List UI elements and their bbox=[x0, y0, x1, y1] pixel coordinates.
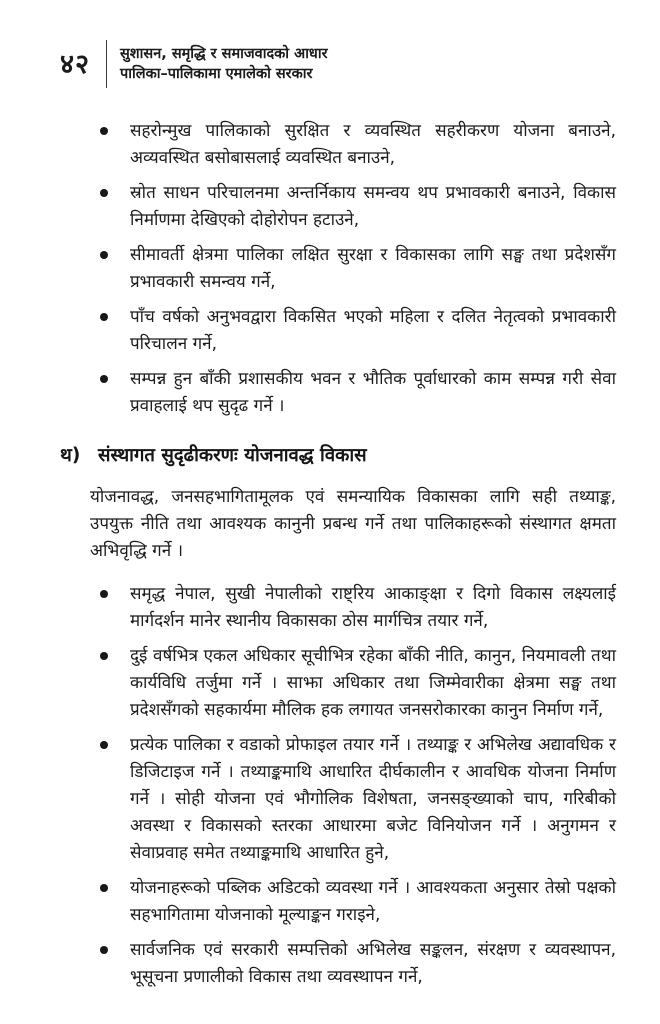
bullet-icon bbox=[100, 741, 108, 749]
list-item bbox=[60, 937, 616, 991]
section-heading bbox=[60, 442, 616, 470]
header-divider bbox=[106, 40, 107, 88]
bullet-icon bbox=[100, 251, 108, 259]
bullet-text: प्रत्येक पालिका र वडाको प्रोफाइल तयार गर्ने । तथ्याङ्क र अभिलेख अद्यावधिक र डिजिटाइज गर्ने । तथ्याङ्कमाथि आधारित दीर्घकालीन र आवधिक योजना निर्माण गर्ने । सोही योजना एवं भौगोलिक विशेषता, जनसङ्ख्याको चाप, गरिबीको अवस्था र विकासको स्तरका आधारमा बजेट विनियोजन गर्ने । अनुगमन र सेवाप्रवाह समेत तथ्याङ्कमाथि आधारित हुने, bbox=[130, 735, 616, 863]
section-intro: योजनावद्ध, जनसहभागितामूलक एवं समन्यायिक विकासका लागि सही तथ्याङ्क, उपयुक्त नीति तथा आवश्यक कानुनी प्रबन्ध गर्ने तथा पालिकाहरूको संस्थागत क्षमता अभिवृद्धि गर्ने । bbox=[90, 487, 616, 561]
list-item bbox=[60, 875, 616, 929]
list-item bbox=[60, 118, 616, 172]
bullet-icon bbox=[100, 884, 108, 892]
running-title bbox=[120, 44, 328, 84]
bullet-text: सहरोन्मुख पालिकाको सुरक्षित र व्यवस्थित सहरीकरण योजना बनाउने, अव्यवस्थित बसोबासलाई व्यवस्थित बनाउने, bbox=[130, 121, 616, 168]
list-item bbox=[60, 366, 616, 420]
bullet-text: योजनाहरूको पब्लिक अडिटको व्यवस्था गर्ने । आवश्यकता अनुसार तेस्रो पक्षको सहभागितामा योजनाको मूल्याङ्कन गराइने, bbox=[130, 878, 616, 925]
page-header bbox=[60, 40, 616, 88]
bullet-text: समृद्ध नेपाल, सुखी नेपालीको राष्ट्रिय आकाङ्क्षा र दिगो विकास लक्ष्यलाई मार्गदर्शन मानेर स्थानीय विकासका ठोस मार्गचित्र तयार गर्ने, bbox=[130, 584, 616, 631]
bullet-icon bbox=[100, 127, 108, 135]
bullet-icon bbox=[100, 946, 108, 954]
bullet-text: सार्वजनिक एवं सरकारी सम्पत्तिको अभिलेख सङ्कलन, संरक्षण र व्यवस्थापन, भूसूचना प्रणालीको विकास तथा व्यवस्थापन गर्ने, bbox=[130, 940, 616, 987]
list-item bbox=[60, 180, 616, 234]
bullet-text: सीमावर्ती क्षेत्रमा पालिका लक्षित सुरक्षा र विकासका लागि सङ्घ तथा प्रदेशसँग प्रभावकारी समन्वय गर्ने, bbox=[130, 245, 616, 292]
list-item bbox=[60, 581, 616, 635]
running-title-line1: सुशासन, समृद्धि र समाजवादको आधार bbox=[120, 46, 328, 62]
list-item bbox=[60, 643, 616, 724]
bullet-text: सम्पन्न हुन बाँकी प्रशासकीय भवन र भौतिक पूर्वाधारको काम सम्पन्न गरी सेवा प्रवाहलाई थप सुदृढ गर्ने । bbox=[130, 369, 616, 416]
section-marker: थ) bbox=[60, 445, 81, 466]
bullet-icon bbox=[100, 652, 108, 660]
running-title-line2: पालिका–पालिकामा एमालेको सरकार bbox=[120, 66, 313, 82]
page-content bbox=[60, 118, 616, 991]
bullet-text: पाँच वर्षको अनुभवद्वारा विकसित भएको महिला र दलित नेतृत्वको प्रभावकारी परिचालन गर्ने, bbox=[130, 307, 616, 354]
bullet-icon bbox=[100, 313, 108, 321]
bullet-list-top bbox=[60, 118, 616, 420]
section-title: संस्थागत सुदृढीकरणः योजनावद्ध विकास bbox=[98, 445, 367, 466]
bullet-text: दुई वर्षभित्र एकल अधिकार सूचीभित्र रहेका बाँकी नीति, कानुन, नियमावली तथा कार्यविधि तर्जुमा गर्ने । साझा अधिकार तथा जिम्मेवारीका क्षेत्रमा सङ्घ तथा प्रदेशसँगको सहकार्यमा मौलिक हक लगायत जनसरोकारका कानुन निर्माण गर्ने, bbox=[130, 646, 616, 720]
bullet-icon bbox=[100, 375, 108, 383]
list-item bbox=[60, 242, 616, 296]
bullet-icon bbox=[100, 590, 108, 598]
list-item bbox=[60, 304, 616, 358]
bullet-list-section bbox=[60, 581, 616, 991]
bullet-icon bbox=[100, 189, 108, 197]
bullet-text: स्रोत साधन परिचालनमा अन्तर्निकाय समन्वय थप प्रभावकारी बनाउने, विकास निर्माणमा देखिएको दोहोरोपन हटाउने, bbox=[130, 183, 616, 230]
page-number: ४२ bbox=[60, 48, 91, 80]
list-item bbox=[60, 732, 616, 867]
